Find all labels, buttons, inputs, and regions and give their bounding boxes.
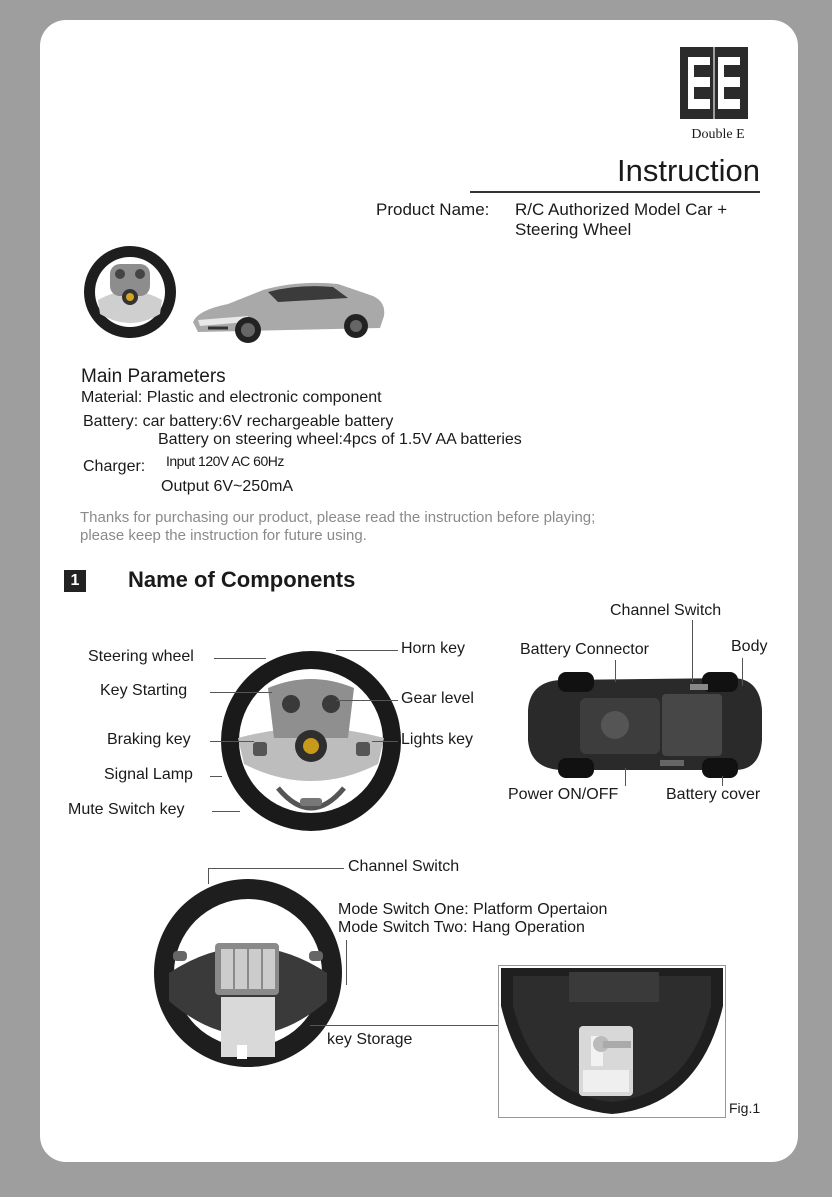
key-storage-detail [498, 965, 726, 1118]
label-battery-connector: Battery Connector [520, 641, 649, 658]
double-e-logo [680, 47, 748, 119]
label-mute-switch: Mute Switch key [68, 801, 185, 818]
product-name-line1: R/C Authorized Model Car + [515, 200, 728, 219]
product-name-value [515, 200, 785, 240]
product-name-label: Product Name: [376, 200, 490, 219]
car-underside-diagram [520, 670, 765, 785]
label-gear-level: Gear level [401, 690, 474, 707]
steering-wheel-front-diagram [218, 648, 404, 839]
title-underline [470, 191, 760, 193]
material-text: Material: Plastic and electronic component [81, 389, 382, 406]
thanks-line1: Thanks for purchasing our product, please read the instruction before playing; [80, 509, 596, 526]
brand-name: Double E [691, 127, 745, 142]
battery-text-2: Battery on steering wheel:4pcs of 1.5V AA batteries [158, 431, 522, 448]
charger-input: Input 120V AC 60Hz [166, 453, 284, 469]
label-horn-key: Horn key [401, 640, 466, 657]
label-signal-lamp: Signal Lamp [104, 766, 193, 783]
thanks-note [80, 509, 770, 545]
label-back-channel-switch: Channel Switch [348, 858, 460, 875]
main-parameters-heading: Main Parameters [81, 366, 226, 387]
car-photo [188, 270, 388, 350]
steering-wheel-back-diagram [153, 873, 343, 1074]
label-key-starting: Key Starting [100, 682, 188, 699]
label-battery-cover: Battery cover [666, 786, 761, 803]
page-title: Instruction [616, 153, 760, 188]
label-car-channel-switch: Channel Switch [610, 602, 722, 619]
label-mode-one: Mode Switch One: Platform Opertaion [338, 901, 608, 918]
figure-label: Fig.1 [729, 1100, 761, 1116]
label-braking-key: Braking key [107, 731, 191, 748]
thanks-line2: please keep the instruction for future using. [80, 527, 367, 544]
battery-text-1: Battery: car battery:6V rechargeable battery [83, 413, 394, 430]
instruction-sheet [40, 20, 798, 1162]
label-mode-two: Mode Switch Two: Hang Operation [338, 919, 585, 936]
section-number: 1 [64, 570, 86, 592]
label-lights-key: Lights key [401, 731, 474, 748]
label-steering-wheel: Steering wheel [88, 648, 194, 665]
product-name-line2: Steering Wheel [515, 220, 632, 239]
charger-output: Output 6V~250mA [161, 478, 294, 495]
label-key-storage: key Storage [327, 1031, 413, 1048]
label-power: Power ON/OFF [508, 786, 619, 803]
charger-label: Charger: [83, 458, 146, 475]
label-body: Body [731, 638, 768, 655]
section-title: Name of Components [128, 567, 356, 592]
steering-wheel-photo [80, 242, 180, 347]
